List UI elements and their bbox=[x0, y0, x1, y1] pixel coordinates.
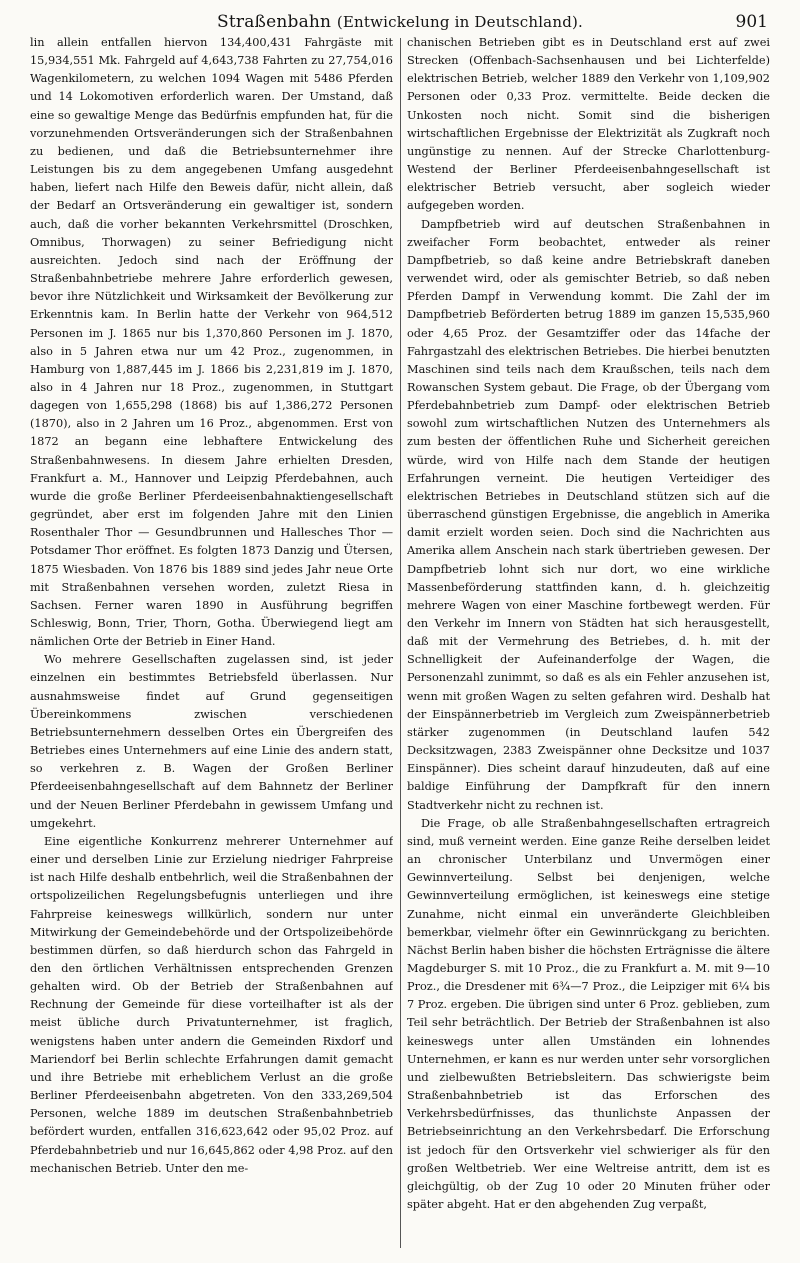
page-header bbox=[30, 4, 770, 34]
left-column bbox=[30, 34, 393, 1252]
text-columns bbox=[30, 34, 770, 1252]
paragraph: Eine eigentliche Konkurrenz mehrerer Unternehmer auf einer und derselben Linie zur Erzielung niedriger Fahrpreise ist nach Hilfe deshalb entbehrlich, weil die Straßenbahnen der ortspolizeilichen Regelungsbefugnis unterliegen und ihre Fahrpreise keineswegs willkürlich, sondern nur unter Mitwirkung der Gemeindebehörde und der Ortspolizeibehörde bestimmen dürfen, so daß hierdurch schon das Fahrgeld in den den örtlichen Verhältnissen entsprechenden Grenzen gehalten wird. Ob der Betrieb der Straßenbahnen auf Rechnung der Gemeinde für diese vorteilhafter ist als der meist übliche durch Privatunternehmer, ist fraglich, wenigstens haben unter andern die Gemeinden Rixdorf und Mariendorf bei Berlin schlechte Erfahrungen damit gemacht und ihre Betriebe mit erheblichem Verlust an die große Berliner Pferdeeisenbahn abgetreten. Von den 333,269,504 Personen, welche 1889 im deutschen Straßenbahnbetrieb befördert wurden, entfallen 316,623,642 oder 95,02 Proz. auf Pferdebahnbetrieb und nur 16,645,862 oder 4,98 Proz. auf den mechanischen Betrieb. Unter den me- bbox=[30, 834, 393, 1175]
right-column bbox=[407, 34, 770, 1252]
column-divider bbox=[400, 38, 401, 1248]
paragraph: chanischen Betrieben gibt es in Deutschland erst auf zwei Strecken (Offenbach-Sachsenhausen und bei Lichterfelde) elektrischen Betrieb, welcher 1889 den Verkehr von 1,109,902 Personen oder 0,33 Proz. vermittelte. Beide decken die Unkosten noch nicht. Somit sind die bisherigen wirtschaftlichen Ergebnisse der Elektrizität als Zugkraft noch ungünstige zu nennen. Auf der Strecke Charlottenburg-Westend der Berliner Pferdeeisenbahngesellschaft ist elektrischer Betrieb versucht, aber sogleich wieder aufgegeben worden. bbox=[407, 36, 770, 213]
paragraph: Wo mehrere Gesellschaften zugelassen sind, ist jeder einzelnen ein bestimmtes Betriebsfeld überlassen. Nur ausnahmsweise findet auf Grund gegenseitigen Übereinkommens zwischen verschiedenen Betriebsunternehmern desselben Ortes ein Übergreifen des Betriebes eines Unternehmers auf eine Linie des andern statt, so verkehren z. B. Wagen der Großen Berliner Pferdeeisenbahngesellschaft auf dem Bahnnetz der Berliner und der Neuen Berliner Pferdebahn in gewissem Umfang und umgekehrt. bbox=[30, 653, 393, 830]
running-title bbox=[30, 12, 770, 32]
header-subtitle: (Entwickelung in Deutschland). bbox=[336, 13, 584, 31]
paragraph: Die Frage, ob alle Straßenbahngesellschaften ertragreich sind, muß verneint werden. Eine ganze Reihe derselben leidet an chronischer Unterbilanz und Unvermögen einer Gewinnverteilung. Selbst bei denjenigen, welche Gewinnverteilung ermöglichen, ist keineswegs eine stetige Zunahme, nicht einmal ein unveränderte Gleichbleiben bemerkbar, vielmehr öfter ein Gewinnrückgang zu berichten. Nächst Berlin haben bisher die höchsten Erträgnisse die ältere Magdeburger S. mit 10 Proz., die zu Frankfurt a. M. mit 9—10 Proz., die Dresdener mit 6¾—7 Proz., die Leipziger mit 6¼ bis 7 Proz. ergeben. Die übrigen sind unter 6 Proz. geblieben, zum Teil sehr beträchtlich. Der Betrieb der Straßenbahnen ist also keineswegs unter allen Umständen ein lohnendes Unternehmen, er kann es nur werden unter sehr vorsorglichen und zielbewußten Betriebsleitern. Das schwierigste beim Straßenbahnbetrieb ist das Erforschen des Verkehrsbedürfnisses, das thunlichste Anpassen der Betriebseinrichtung an den Verkehrsbedarf. Die Erforschung ist jedoch für den Ortsverkehr viel schwieriger als für den großen Weltbetrieb. Wer eine Weltreise antritt, dem ist es gleichgültig, ob der Zug 10 oder 20 Minuten früher oder später abgeht. Hat er den abgehenden Zug verpaßt, bbox=[407, 816, 770, 1211]
paragraph: lin allein entfallen hiervon 134,400,431 Fahrgäste mit 15,934,551 Mk. Fahrgeld auf 4,643,738 Fahrten zu 27,754,016 Wagenkilometern, zu welchen 1094 Wagen mit 5486 Pferden und 14 Lokomotiven erforderlich waren. Der Umstand, daß eine so gewaltige Menge das Bedürfnis empfunden hat, für die vorzunehmenden Ortsveränderungen sich der Straßenbahnen zu bedienen, und daß die Betriebsunternehmer ihre Leistungen bis zu dem angegebenen Umfang ausgedehnt haben, liefert nach Hilfe den Beweis dafür, nicht allein, daß der Bedarf an Ortsveränderung ein gewaltiger ist, sondern auch, daß die vorher bekannten Verkehrsmittel (Droschken, Omnibus, Thorwagen) zu seiner Befriedigung nicht ausreichten. Jedoch sind nach der Eröffnung der Straßenbahnbetriebe mehrere Jahre erforderlich gewesen, bevor ihre Nützlichkeit und Wirksamkeit der Bevölkerung zur Erkenntnis kam. In Berlin hatte der Verkehr von 964,512 Personen im J. 1865 nur bis 1,370,860 Personen im J. 1870, also in 5 Jahren etwa nur um 42 Proz., zugenommen, in Hamburg von 1,887,445 im J. 1866 bis 2,231,819 im J. 1870, also in 4 Jahren nur 18 Proz., zugenommen, in Stuttgart dagegen von 1,655,298 (1868) bis auf 1,386,272 Personen (1870), also in 2 Jahren um 16 Proz., abgenommen. Erst von 1872 an begann eine lebhaftere Entwickelung des Straßenbahnwesens. In diesem Jahre erhielten Dresden, Frankfurt a. M., Hannover und Leipzig Pferdebahnen, auch wurde die große Berliner Pferdeeisenbahnaktiengesellschaft gegründet, aber erst im folgenden Jahre mit den Linien Rosenthaler Thor — Gesundbrunnen und Hallesches Thor — Potsdamer Thor eröffnet. Es folgten 1873 Danzig und Ütersen, 1875 Wiesbaden. Von 1876 bis 1889 sind jedes Jahr neue Orte mit Straßenbahnen versehen worden, zuletzt Riesa in Sachsen. Ferner waren 1890 in Ausführung begriffen Schleswig, Bonn, Trier, Thorn, Gotha. Überwiegend liegt am nämlichen Orte der Betrieb in Einer Hand. bbox=[30, 36, 393, 649]
page-number: 901 bbox=[735, 12, 768, 32]
paragraph: Dampfbetrieb wird auf deutschen Straßenbahnen in zweifacher Form beobachtet, entweder als reiner Dampfbetrieb, so daß keine andre Betriebskraft daneben verwendet wird, oder als gemischter Betrieb, so daß neben Pferden Dampf in Verwendung kommt. Die Zahl der im Dampfbetrieb Beförderten betrug 1889 im ganzen 15,535,960 oder 4,65 Proz. der Gesamtziffer oder das 14fache der Fahrgastzahl des elektrischen Betriebes. Die hierbei benutzten Maschinen sind teils nach dem Kraußschen, teils nach dem Rowanschen System gebaut. Die Frage, ob der Übergang vom Pferdebahnbetrieb zum Dampf- oder elektrischen Betrieb sowohl zum wirtschaftlichen Nutzen des Unternehmers als zum besten der öffentlichen Ruhe und Sicherheit gereichen würde, wird von Hilfe nach dem Stande der heutigen Erfahrungen verneint. Die heutigen Verteidiger des elektrischen Betriebes in Deutschland stützen sich auf die überraschend günstigen Ergebnisse, die angeblich in Amerika damit erzielt worden seien. Doch sind die Nachrichten aus Amerika allem Anschein nach stark übertrieben gewesen. Der Dampfbetrieb lohnt sich nur dort, wo eine wirkliche Massenbeförderung stattfinden kann, d. h. gleichzeitig mehrere Wagen von einer Maschine fortbewegt werden. Für den Verkehr im Innern von Städten hat sich herausgestellt, daß mit der Vermehrung des Betriebes, d. h. mit der Schnelligkeit der Aufeinanderfolge der Wagen, die Personenzahl zunimmt, so daß es als ein Fehler anzusehen ist, wenn mit großen Wagen zu selten gefahren wird. Deshalb hat der Einspännerbetrieb im Vergleich zum Zweispännerbetrieb stärker zugenommen (in Deutschland laufen 542 Decksitzwagen, 2383 Zweispänner ohne Decksitze und 1037 Einspänner). Dies scheint darauf hinzudeuten, daß auf eine baldige Einführung der Dampfkraft für den innern Stadtverkehr nicht zu rechnen ist. bbox=[407, 217, 770, 812]
header-title: Straßenbahn bbox=[216, 12, 332, 32]
